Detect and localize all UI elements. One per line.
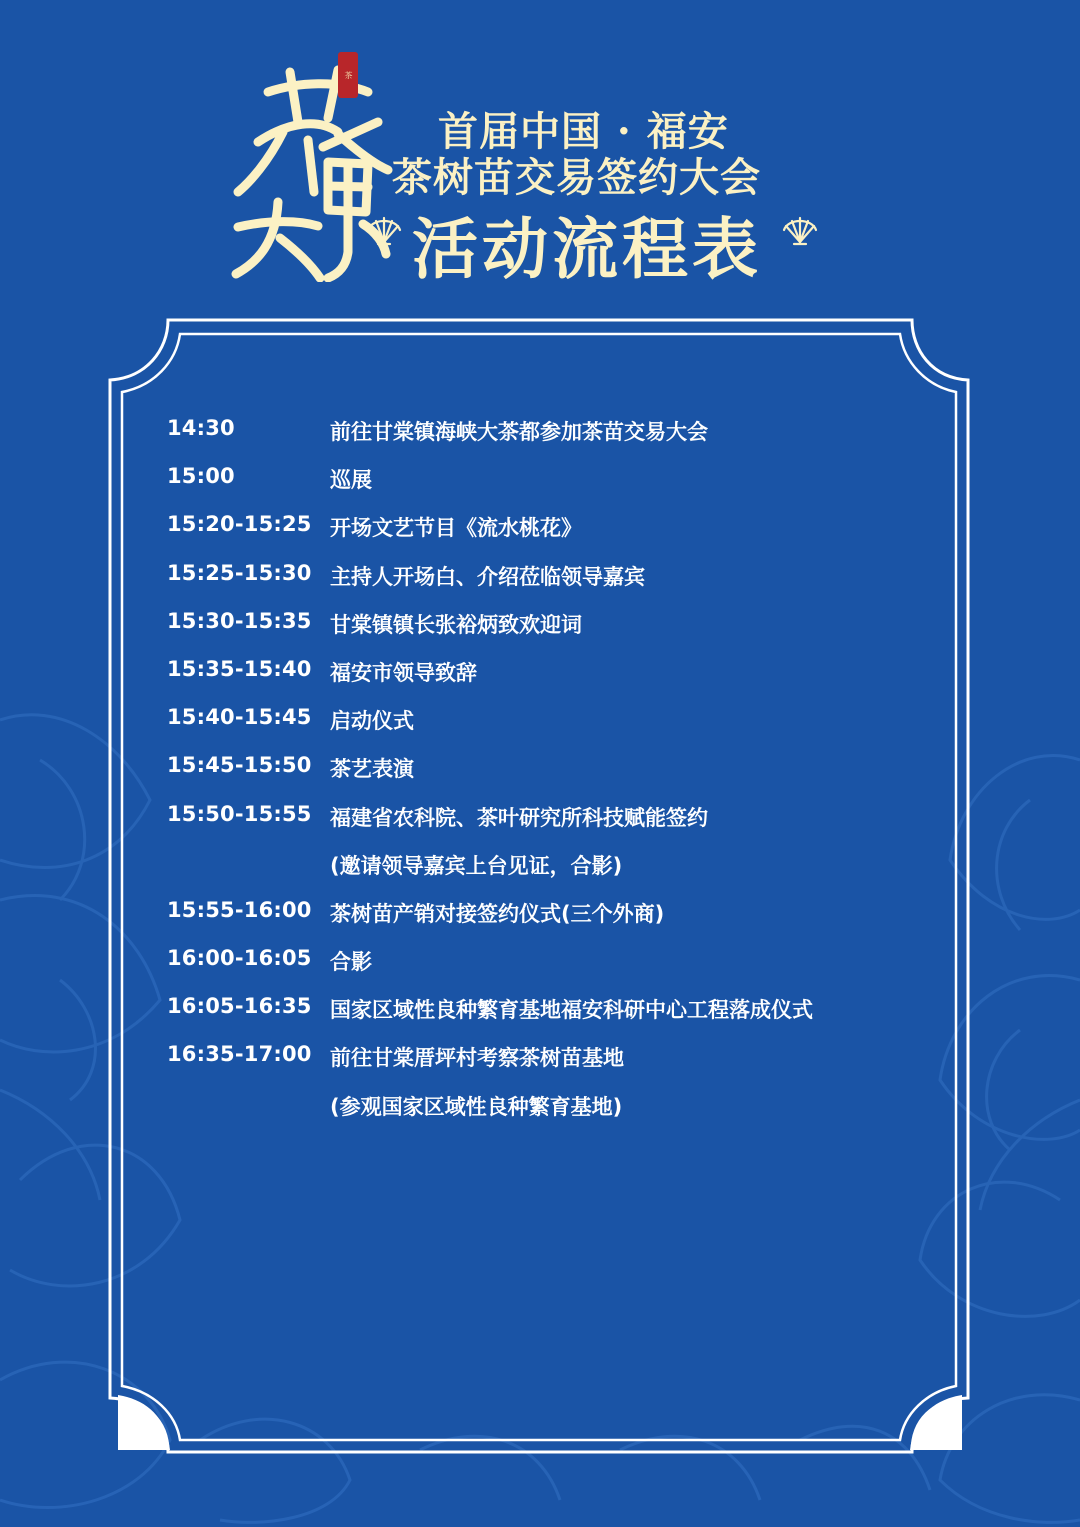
schedule-time: 16:35-17:00 [167, 1042, 312, 1067]
schedule-event: 开场文艺节目《流水桃花》 [330, 516, 582, 541]
schedule-row [167, 990, 947, 1038]
schedule-time: 16:05-16:35 [167, 994, 312, 1019]
schedule-time: 15:45-15:50 [167, 753, 312, 778]
schedule-event: 启动仪式 [330, 709, 414, 734]
schedule-event: 茶树苗产销对接签约仪式(三个外商) [330, 901, 665, 926]
schedule-row [167, 701, 947, 749]
schedule-row [167, 1038, 947, 1086]
schedule-row [167, 1087, 947, 1135]
schedule-row [167, 605, 947, 653]
schedule-event: 合影 [330, 950, 372, 975]
page-title: 活动流程表 [412, 211, 762, 288]
red-seal-stamp: 茶 [338, 52, 358, 98]
schedule-row [167, 508, 947, 556]
schedule-event: 福安市领导致辞 [330, 660, 477, 685]
title-line-1: 首届中国 · 福安 [438, 108, 729, 155]
schedule-row [167, 846, 947, 894]
schedule-time: 15:20-15:25 [167, 512, 312, 537]
schedule-time: 15:35-15:40 [167, 656, 312, 681]
schedule-event: (邀请领导嘉宾上台见证，合影) [330, 853, 623, 878]
schedule-row [167, 798, 947, 846]
schedule-time: 16:00-16:05 [167, 946, 312, 971]
schedule-row [167, 412, 947, 460]
schedule-time: 15:50-15:55 [167, 801, 312, 826]
schedule-row [167, 653, 947, 701]
schedule-event: 主持人开场白、介绍莅临领导嘉宾 [330, 564, 645, 589]
schedule-table [167, 412, 947, 1135]
schedule-row [167, 749, 947, 797]
schedule-row [167, 942, 947, 990]
schedule-time: 15:40-15:45 [167, 705, 312, 730]
title-line-2: 茶树苗交易签约大会 [392, 154, 761, 201]
schedule-row [167, 894, 947, 942]
schedule-event: 甘棠镇镇长张裕炳致欢迎词 [330, 612, 582, 637]
schedule-time: 14:30 [167, 416, 235, 440]
schedule-row [167, 557, 947, 605]
schedule-time: 15:55-16:00 [167, 897, 312, 922]
schedule-event: 福建省农科院、茶叶研究所科技赋能签约 [330, 805, 708, 830]
schedule-event: 巡展 [330, 468, 372, 493]
schedule-time: 15:25-15:30 [167, 560, 312, 585]
schedule-event: 前往甘棠厝坪村考察茶树苗基地 [330, 1046, 624, 1071]
schedule-time: 15:00 [167, 464, 235, 489]
schedule-row [167, 460, 947, 508]
schedule-event: 茶艺表演 [330, 757, 414, 782]
schedule-event: 前往甘棠镇海峡大茶都参加茶苗交易大会 [330, 420, 708, 444]
schedule-time: 15:30-15:35 [167, 608, 312, 633]
schedule-event: (参观国家区域性良种繁育基地) [330, 1094, 623, 1119]
schedule-event: 国家区域性良种繁育基地福安科研中心工程落成仪式 [330, 998, 813, 1023]
